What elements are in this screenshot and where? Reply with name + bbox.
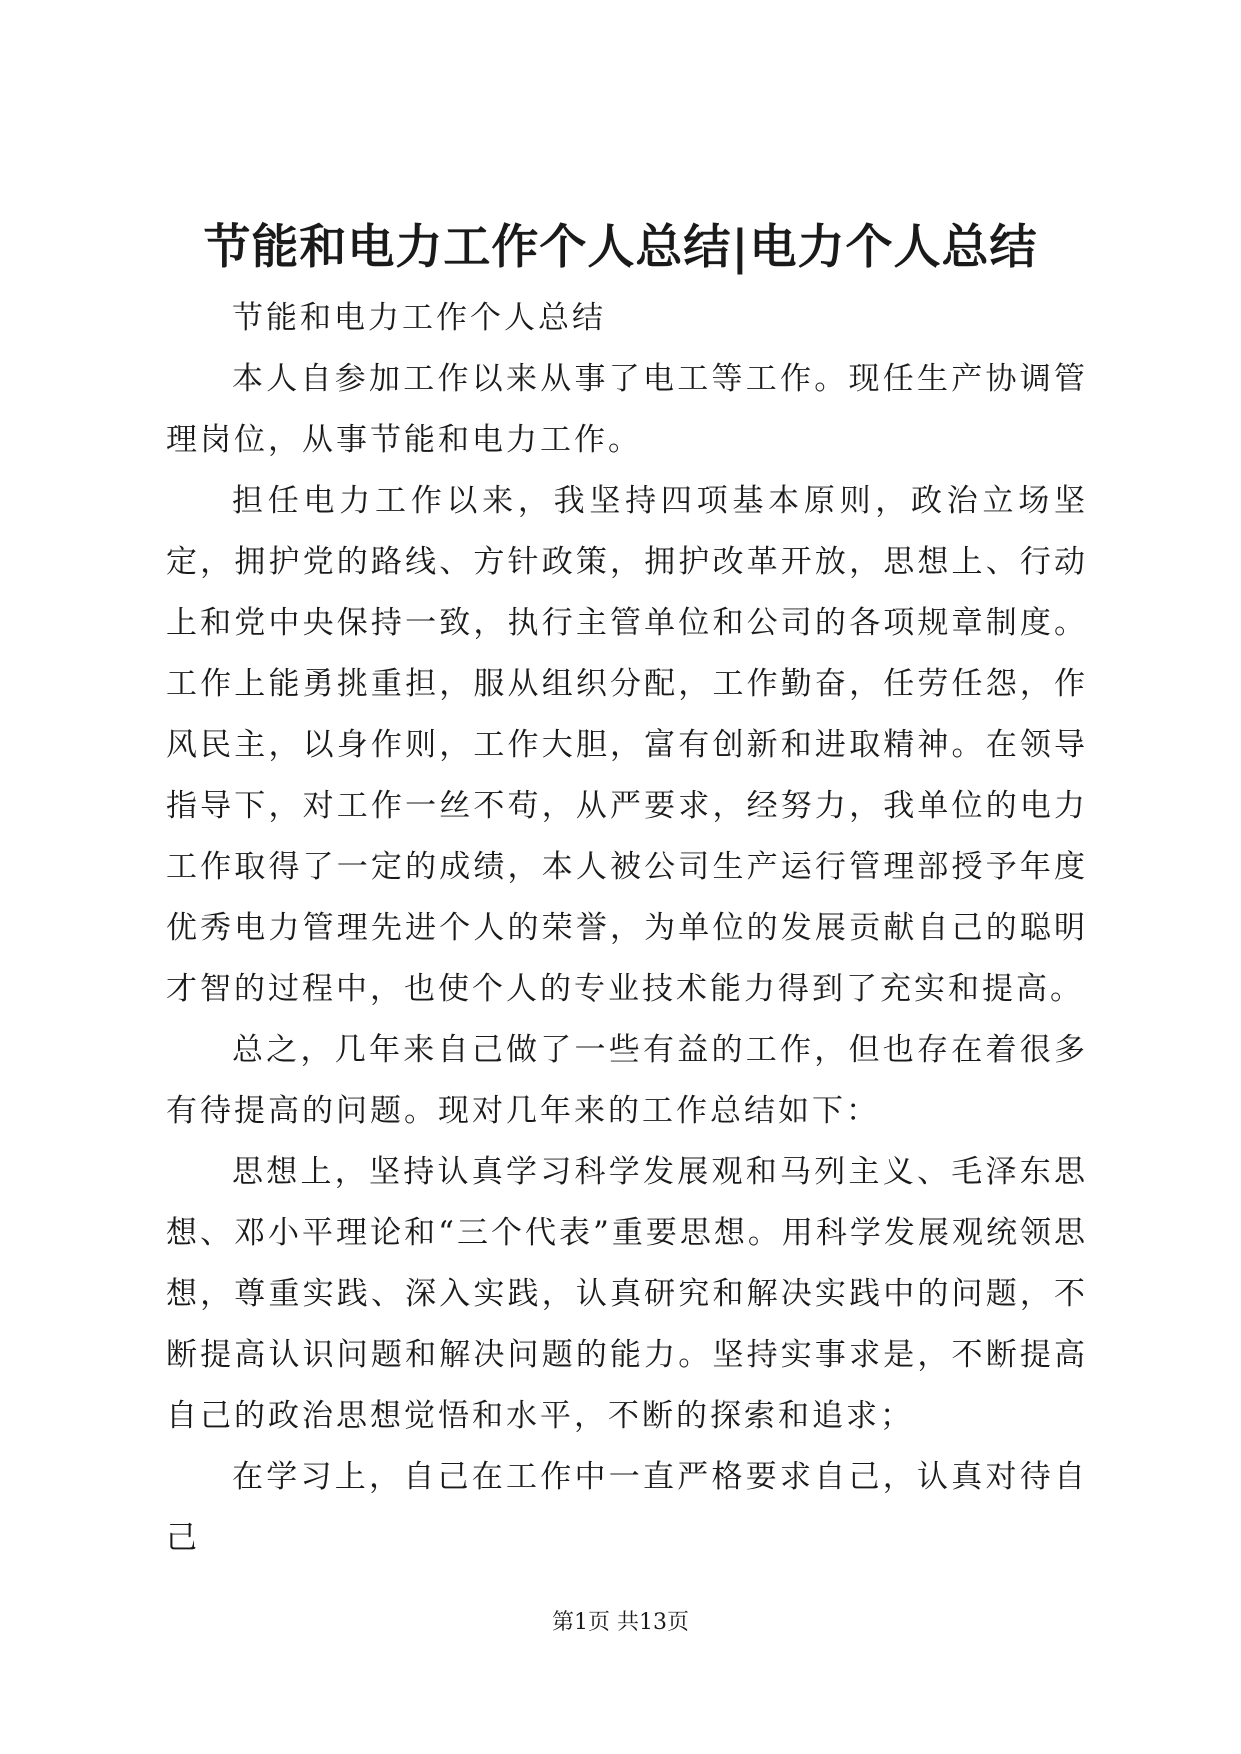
page-label-prefix: 第	[551, 1610, 574, 1635]
page-label-mid: 页 共	[588, 1610, 639, 1635]
body-paragraph: 担任电力工作以来，我坚持四项基本原则，政治立场坚定，拥护党的路线、方针政策，拥护改革开放，思想上、行动上和党中央保持一致，执行主管单位和公司的各项规章制度。工作上能勇挑重担，服从组织分配，工作勤奋，任劳任怨，作风民主，以身作则，工作大胆，富有创新和进取精神。在领导指导下，对工作一丝不苟，从严要求，经努力，我单位的电力工作取得了一定的成绩，本人被公司生产运行管理部授予年度优秀电力管理先进个人的荣誉，为单位的发展贡献自己的聪明才智的过程中，也使个人的专业技术能力得到了充实和提高。	[166, 483, 1088, 1007]
body-paragraph: 本人自参加工作以来从事了电工等工作。现任生产协调管理岗位，从事节能和电力工作。	[166, 361, 1088, 458]
current-page-number: 1	[574, 1610, 588, 1635]
page-label-suffix: 页	[667, 1610, 690, 1635]
body-paragraph: 在学习上，自己在工作中一直严格要求自己，认真对待自己	[166, 1459, 1088, 1556]
body-paragraph: 总之，几年来自己做了一些有益的工作，但也存在着很多有待提高的问题。现对几年来的工作总结如下：	[166, 1032, 1088, 1129]
document-title: 节能和电力工作个人总结|电力个人总结	[203, 220, 1038, 275]
body-paragraph: 思想上，坚持认真学习科学发展观和马列主义、毛泽东思想、邓小平理论和“三个代表”重要思想。用科学发展观统领思想，尊重实践、深入实践，认真研究和解决实践中的问题，不断提高认识问题和解决问题的能力。坚持实事求是，不断提高自己的政治思想觉悟和水平，不断的探索和追求；	[166, 1154, 1088, 1434]
subtitle-paragraph: 节能和电力工作个人总结	[232, 300, 606, 336]
page-footer	[0, 1608, 1241, 1638]
document-body	[166, 288, 1088, 1569]
total-pages-number: 13	[639, 1610, 667, 1635]
